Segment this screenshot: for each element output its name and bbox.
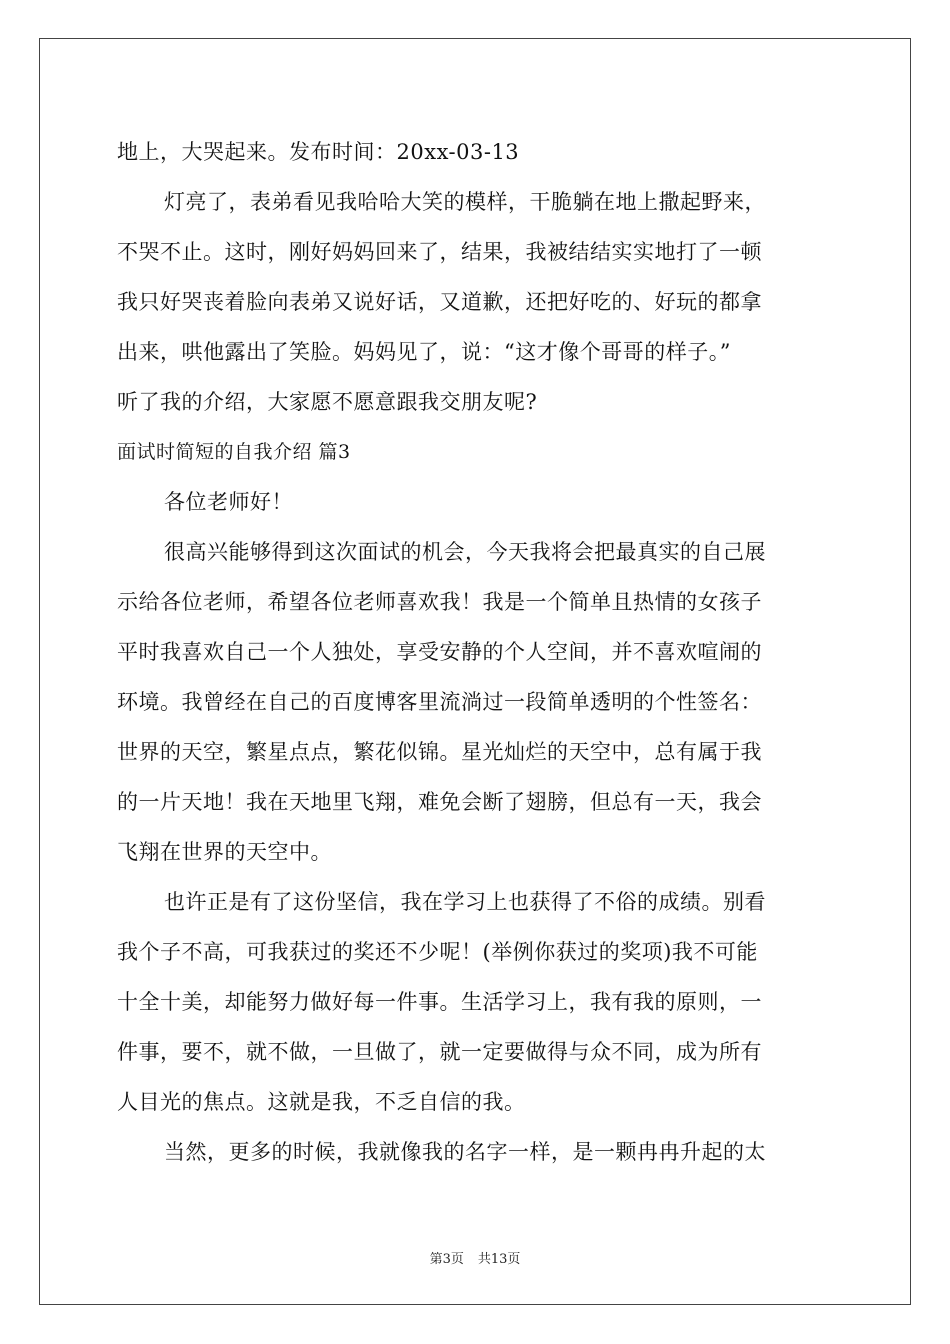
text-line-17: 我个子不高，可我获过的奖还不少呢！(举例你获过的奖项)我不可能 <box>117 940 758 964</box>
text-line-12: 环境。我曾经在自己的百度博客里流淌过一段简单透明的个性签名： <box>117 690 762 714</box>
text-line-2: 灯亮了，表弟看见我哈哈大笑的模样，干脆躺在地上撒起野来， <box>164 190 766 214</box>
greeting-line: 各位老师好！ <box>164 490 293 514</box>
page-total: 共13页 <box>477 1252 521 1267</box>
text-line-13: 世界的天空，繁星点点，繁花似锦。星光灿烂的天空中，总有属于我 <box>117 740 762 764</box>
section-heading: 面试时简短的自我介绍 篇3 <box>117 441 351 463</box>
text-line-5: 出来，哄他露出了笑脸。妈妈见了，说：“这才像个哥哥的样子。” <box>117 340 731 364</box>
text-line-15: 飞翔在世界的天空中。 <box>117 840 332 864</box>
text-line-18: 十全十美，却能努力做好每一件事。生活学习上，我有我的原则，一 <box>117 990 762 1014</box>
page-number: 第3页 <box>429 1252 464 1267</box>
document-body <box>117 127 837 1177</box>
text-line-14: 的一片天地！我在天地里飞翔，难免会断了翅膀，但总有一天，我会 <box>117 790 762 814</box>
text-line-1: 地上，大哭起来。发布时间：20xx-03-13 <box>117 140 520 164</box>
text-line-19: 件事，要不，就不做，一旦做了，就一定要做得与众不同，成为所有 <box>117 1040 762 1064</box>
text-line-3: 不哭不止。这时，刚好妈妈回来了，结果，我被结结实实地打了一顿 <box>117 240 762 264</box>
text-line-16: 也许正是有了这份坚信，我在学习上也获得了不俗的成绩。别看 <box>164 890 766 914</box>
text-line-9: 很高兴能够得到这次面试的机会，今天我将会把最真实的自己展 <box>164 540 766 564</box>
page-footer <box>0 1248 950 1267</box>
text-line-6: 听了我的介绍，大家愿不愿意跟我交朋友呢? <box>117 390 538 414</box>
text-line-11: 平时我喜欢自己一个人独处，享受安静的个人空间，并不喜欢喧闹的 <box>117 640 762 664</box>
text-line-21: 当然，更多的时候，我就像我的名字一样，是一颗冉冉升起的太 <box>164 1140 766 1164</box>
text-line-10: 示给各位老师，希望各位老师喜欢我！我是一个简单且热情的女孩子 <box>117 590 762 614</box>
text-line-4: 我只好哭丧着脸向表弟又说好话，又道歉，还把好吃的、好玩的都拿 <box>117 290 762 314</box>
text-line-20: 人目光的焦点。这就是我，不乏自信的我。 <box>117 1090 526 1114</box>
